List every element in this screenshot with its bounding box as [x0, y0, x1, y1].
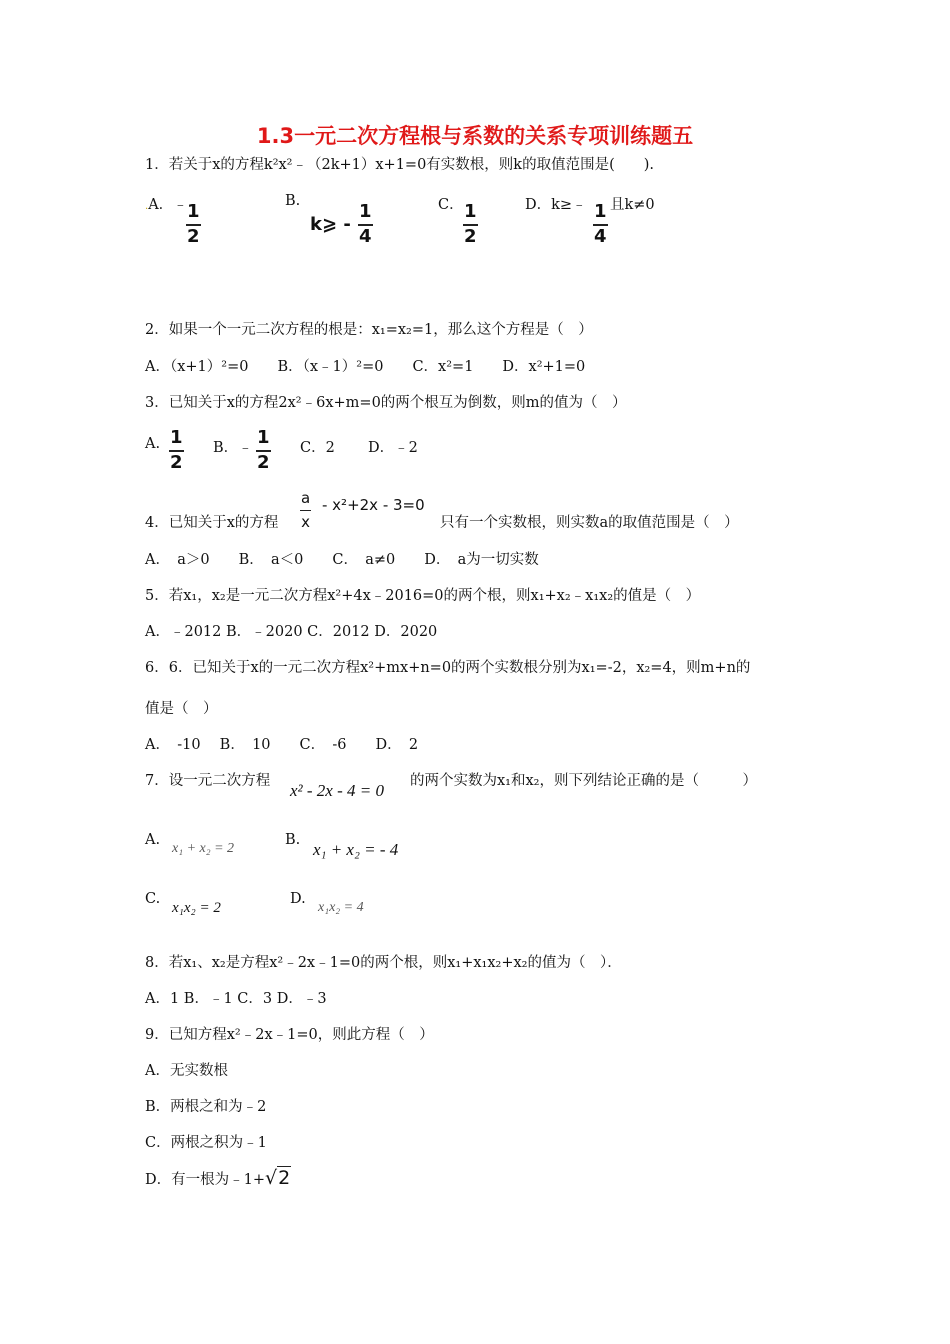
- q1-c-fraction: [463, 202, 478, 247]
- q7-equation: x² - 2x - 4 = 0: [290, 781, 384, 800]
- q3-a-label: A.: [145, 436, 161, 452]
- q1-stem: 1．若关于x的方程k²x²﹣（2k+1）x+1=0有实数根，则k的取值范围是( ).: [145, 157, 655, 173]
- q1-b-fraction: [358, 202, 373, 247]
- q4-eq-numerator: a: [300, 488, 311, 511]
- q1-b-numerator: 1: [358, 202, 373, 226]
- q8-stem: 8．若x₁、x₂是方程x²﹣2x﹣1=0的两个根，则x₁+x₁x₂+x₂的值为（ ）．: [145, 955, 622, 971]
- q4-eq-denominator: x: [301, 513, 311, 531]
- q4-suffix: 只有一个实数根，则实数a的取值范围是（ ）: [440, 515, 739, 531]
- q4-prefix: 4．已知关于x的方程: [145, 515, 279, 531]
- q3-a-numerator: 1: [169, 428, 184, 452]
- q4-equation-fraction: [300, 488, 311, 532]
- q9-option-b: B．两根之和为﹣2: [145, 1099, 267, 1115]
- q7-d-expression: x₁x₂ = 4: [318, 900, 364, 915]
- q9-stem: 9．已知方程x²﹣2x﹣1=0，则此方程（ ）: [145, 1027, 434, 1043]
- q9-d-radicand: 2: [278, 1167, 291, 1189]
- q7-suffix: 的两个实数为x₁和x₂，则下列结论正确的是（ ）: [410, 773, 757, 789]
- sqrt-symbol: √2: [265, 1167, 291, 1189]
- q6-stem-continued: 值是（ ）: [145, 701, 218, 717]
- q1-d-denominator: 4: [594, 226, 607, 247]
- dot-mark: .: [145, 201, 149, 212]
- q1-d-label: D．k≥﹣: [525, 197, 587, 213]
- q7-b-label: B.: [285, 832, 301, 848]
- q9-option-c: C．两根之积为﹣1: [145, 1135, 267, 1151]
- q4-equation-tail: - x²+2x - 3=0: [322, 496, 425, 514]
- q1-option-a: [145, 193, 188, 214]
- q7-a-expression: x₁ + x₂ = 2: [172, 841, 235, 856]
- q1-b-label: B.: [285, 193, 301, 209]
- q1-d-tail: 且k≠0: [610, 197, 655, 213]
- q1-d-fraction: [593, 202, 608, 247]
- q3-a-fraction: [169, 428, 184, 473]
- q3-stem: 3．已知关于x的方程2x²﹣6x+m=0的两个根互为倒数，则m的值为（ ）: [145, 395, 627, 411]
- q3-b-denominator: 2: [257, 452, 270, 473]
- q7-b-expression: x₁ + x₂ = - 4: [313, 840, 399, 859]
- q4-options: A． a＞0 B． a＜0 C． a≠0 D． a为一切实数: [145, 552, 539, 568]
- q7-c-expression: x₁x₂ = 2: [172, 900, 221, 916]
- q1-c-label: C．: [438, 197, 464, 213]
- q2-stem: 2．如果一个一元二次方程的根是：x₁=x₂=1，那么这个方程是（ ）: [145, 322, 593, 338]
- q3-option-c: C．2: [300, 440, 335, 456]
- q7-a-label: A.: [145, 832, 161, 848]
- q1-b-expression: k⩾ -: [310, 214, 351, 235]
- q2-options: A．（x+1）²=0 B．（x﹣1）²=0 C．x²=1 D．x²+1=0: [145, 359, 586, 375]
- q5-stem: 5．若x₁，x₂是一元二次方程x²+4x﹣2016=0的两个根，则x₁+x₂﹣x₁x₂的值是（ ）: [145, 588, 701, 604]
- q7-c-label: C.: [145, 891, 161, 907]
- q9-d-prefix: D．有一根为﹣1+: [145, 1172, 265, 1188]
- q3-b-numerator: 1: [256, 428, 271, 452]
- q1-a-fraction: [186, 202, 201, 247]
- q7-d-label: D.: [290, 891, 306, 907]
- q9-option-a: A．无实数根: [145, 1063, 228, 1079]
- q3-a-denominator: 2: [170, 452, 183, 473]
- q7-prefix: 7．设一元二次方程: [145, 773, 271, 789]
- q1-b-denominator: 4: [359, 226, 372, 247]
- page-title: 1.3一元二次方程根与系数的关系专项训练题五: [256, 124, 694, 148]
- q5-options: A．﹣2012 B．﹣2020 C．2012 D．2020: [145, 624, 438, 640]
- q3-option-d: D．﹣2: [368, 440, 418, 456]
- q3-b-label: B．﹣: [213, 440, 253, 456]
- q1-d-numerator: 1: [593, 202, 608, 226]
- q1-a-denominator: 2: [187, 226, 200, 247]
- q8-options: A．1 B．﹣1 C．3 D．﹣3: [145, 991, 327, 1007]
- q1-c-numerator: 1: [463, 202, 478, 226]
- q6-stem: 6．6．已知关于x的一元二次方程x²+mx+n=0的两个实数根分别为x₁=-2，x₂=4，则m+n的: [145, 660, 751, 676]
- q9-option-d: [145, 1167, 291, 1189]
- q1-c-denominator: 2: [464, 226, 477, 247]
- q3-b-fraction: [256, 428, 271, 473]
- q6-options: A． -10 B． 10 C． -6 D． 2: [145, 737, 419, 753]
- q1-a-label: A．﹣: [148, 197, 188, 213]
- q1-a-numerator: 1: [186, 202, 201, 226]
